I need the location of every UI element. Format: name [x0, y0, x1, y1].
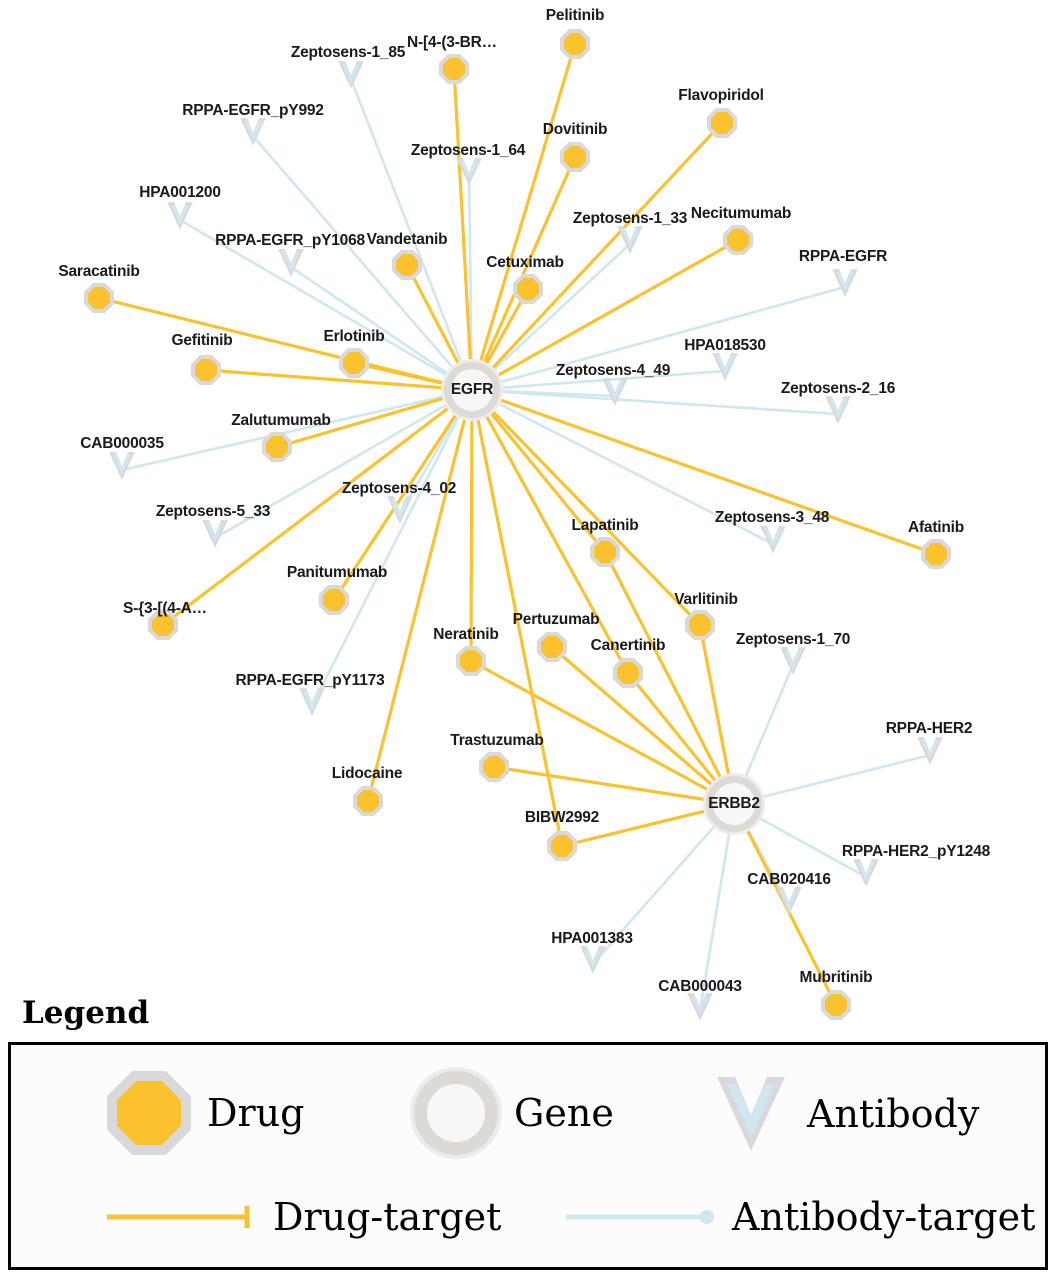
drug-node[interactable] — [547, 831, 577, 861]
drug-node[interactable] — [821, 990, 851, 1020]
legend-item-drug-target — [107, 1195, 501, 1239]
antibody-node[interactable] — [454, 155, 484, 189]
antibody-v-icon — [711, 1071, 791, 1157]
drug-octagon-icon — [107, 1071, 191, 1155]
drug-node-label: Canertinib — [590, 637, 666, 654]
antibody-node-label: RPPA-EGFR_pY1068 — [215, 232, 365, 249]
antibody-node[interactable] — [107, 449, 137, 483]
antibody-node[interactable] — [578, 943, 608, 977]
antibody-node-label: RPPA-EGFR — [798, 248, 888, 265]
drug-node-label: Neratinib — [433, 626, 499, 643]
drug-node[interactable] — [191, 355, 221, 385]
drug-node-label: Necitumumab — [690, 205, 792, 222]
legend-item-drug — [107, 1071, 304, 1155]
antibody-node-label: Zeptosens-3_48 — [714, 509, 830, 526]
drug-node-label: Lapatinib — [571, 517, 639, 534]
drug-node[interactable] — [262, 432, 292, 462]
antibody-node-label: Zeptosens-4_49 — [555, 362, 671, 379]
drug-node-label: BIBW2992 — [524, 809, 600, 826]
drug-node[interactable] — [537, 632, 567, 662]
antibody-node-label: RPPA-EGFR_pY992 — [182, 102, 324, 119]
antibody-node-label: Zeptosens-4_02 — [341, 480, 457, 497]
drug-node[interactable] — [439, 54, 469, 84]
antibody-node[interactable] — [830, 266, 860, 300]
drug-node-label: Panitumumab — [286, 564, 388, 581]
drug-node-label: Vandetanib — [366, 231, 448, 248]
antibody-node[interactable] — [615, 223, 645, 257]
legend-label-drug: Drug — [207, 1091, 305, 1135]
drug-node-label: Flavopiridol — [678, 87, 764, 104]
antibody-node[interactable] — [238, 115, 268, 149]
drug-node-label: Saracatinib — [58, 263, 140, 280]
antibody-node[interactable] — [915, 734, 945, 768]
drug-node[interactable] — [560, 29, 590, 59]
drug-node-label: Zalutumumab — [231, 412, 331, 429]
antibody-node[interactable] — [774, 884, 804, 918]
antibody-node-label: RPPA-HER2_pY1248 — [841, 843, 991, 860]
gene-node-label: EGFR — [450, 381, 494, 398]
antibody-node[interactable] — [165, 199, 195, 233]
antibody-node[interactable] — [385, 493, 415, 527]
antibody-node[interactable] — [336, 58, 366, 92]
drug-node-label: Mubritinib — [799, 969, 873, 986]
drug-node-label: Cetuximab — [486, 254, 564, 271]
drug-node-label: Lidocaine — [331, 765, 403, 782]
legend-edge-types — [11, 1195, 1045, 1255]
antibody-node[interactable] — [297, 685, 327, 719]
drug-node-label: N-[4-(3-BR… — [407, 34, 497, 51]
antibody-node[interactable] — [758, 523, 788, 557]
drug-node[interactable] — [613, 658, 643, 688]
drug-node[interactable] — [921, 539, 951, 569]
legend-item-antibody — [711, 1071, 979, 1157]
antibody-node-label: CAB000043 — [658, 978, 742, 995]
antibody-node[interactable] — [276, 246, 306, 280]
legend-label-gene: Gene — [514, 1091, 614, 1135]
antibody-node-label: Zeptosens-1_64 — [410, 142, 526, 159]
antibody-node[interactable] — [823, 393, 853, 427]
drug-node-label: Pelitinib — [545, 7, 605, 24]
legend-item-antibody-target — [566, 1195, 1035, 1239]
drug-node[interactable] — [456, 646, 486, 676]
drug-node[interactable] — [392, 250, 422, 280]
drug-node[interactable] — [723, 225, 753, 255]
antibody-node-label: HPA001200 — [139, 184, 221, 201]
gene-node-label: ERBB2 — [708, 795, 760, 812]
legend-label-antibody-target: Antibody-target — [732, 1195, 1036, 1239]
antibody-node-label: Zeptosens-1_70 — [735, 631, 851, 648]
drug-node-label: Erlotinib — [323, 328, 385, 345]
antibody-node-label: RPPA-HER2 — [885, 720, 973, 737]
antibody-node-label: HPA018530 — [684, 337, 766, 354]
gene-circle-icon — [414, 1071, 498, 1155]
drug-node-label: Pertuzumab — [512, 611, 600, 628]
drug-node-label: Afatinib — [907, 519, 965, 536]
antibody-node-label: CAB020416 — [747, 871, 831, 888]
drug-node-label: Gefitinib — [171, 332, 233, 349]
drug-node-label: Varlitinib — [674, 591, 738, 608]
drug-node[interactable] — [513, 274, 543, 304]
antibody-node-label: Zeptosens-1_85 — [290, 44, 406, 61]
drug-node-label: Dovitinib — [542, 121, 608, 138]
legend-node-types — [11, 1063, 1045, 1173]
antibody-target-edge-icon — [566, 1204, 716, 1230]
legend-box — [8, 1042, 1048, 1270]
drug-node[interactable] — [84, 283, 114, 313]
antibody-node-label: RPPA-EGFR_pY1173 — [235, 672, 385, 689]
antibody-node-label: CAB000035 — [80, 435, 164, 452]
antibody-node-label: Zeptosens-1_33 — [572, 210, 688, 227]
drug-node[interactable] — [590, 537, 620, 567]
antibody-node-label: Zeptosens-5_33 — [155, 503, 271, 520]
drug-target-edge-icon — [107, 1204, 257, 1230]
drug-node[interactable] — [319, 585, 349, 615]
antibody-node[interactable] — [851, 856, 881, 890]
legend-title: Legend — [22, 995, 150, 1031]
legend-item-gene — [414, 1071, 614, 1155]
antibody-node[interactable] — [600, 375, 630, 409]
antibody-node-label: HPA001383 — [551, 930, 633, 947]
antibody-node-label: Zeptosens-2_16 — [780, 380, 896, 397]
drug-node[interactable] — [339, 348, 369, 378]
antibody-node[interactable] — [778, 644, 808, 678]
antibody-node[interactable] — [710, 350, 740, 384]
legend-label-antibody: Antibody — [807, 1092, 980, 1136]
drug-node[interactable] — [353, 786, 383, 816]
drug-node[interactable] — [560, 142, 590, 172]
legend-label-drug-target: Drug-target — [273, 1195, 502, 1239]
drug-node[interactable] — [479, 752, 509, 782]
drug-node-label: Trastuzumab — [450, 732, 544, 749]
drug-node[interactable] — [685, 610, 715, 640]
antibody-node[interactable] — [200, 517, 230, 551]
drug-node[interactable] — [707, 108, 737, 138]
drug-node-label: S-{3-[(4-A… — [123, 600, 207, 617]
